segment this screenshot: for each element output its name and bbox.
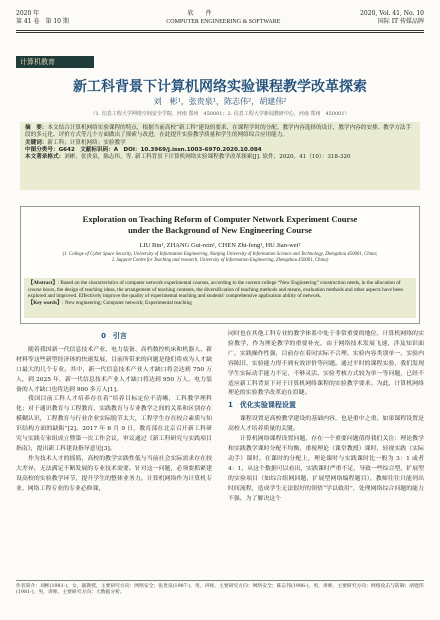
english-keywords-label: 【Key words】 (28, 299, 63, 306)
english-title-line2: under the Background of New Engineering Course (128, 225, 312, 235)
header-rule-thin (16, 32, 424, 33)
body-column-left (16, 330, 212, 495)
paragraph: 我国目前工科人才培养存在着“培养目标定位不清晰，工科教学理科化；对于通识教育与工程教育、实践教育与专业教学之间的关系和区别存在模糊认识，工程教育与行业企业实际脱节太大，工程学生存在较合素质与知识结构方面的缺陷”[2]。2017 年 6 月 9 日，教育部在北京召开新工科研究与实践专家组成立暨第一次工作会议，审议通过《新工科研究与实践项目指南》，提出新工科建设指导意见[3]。 (16, 396, 212, 452)
doi: DOI：10.3969/j.issn.1003-6970.2020.10.084 (123, 146, 262, 153)
english-title (30, 214, 410, 236)
body-column-right (228, 330, 424, 504)
paragraph: 课程设置是高校教学建设的基础内容，也是重中之重。如果课程设置是高校人才培养质量的关键。 (228, 416, 424, 433)
citation-text: 刘彬，张贵泉，陈志伟，等. 新工科背景下计算机网络实验课程教学改革探索[J]. 软件，2020，41（10）：318-320 (64, 154, 351, 161)
english-keywords-text: : New engineering; Computer network; Experimental teaching (62, 299, 192, 306)
header-brand: 国际 IT 传媒品牌 (377, 18, 424, 25)
english-abstract-label: 【Abstract】 (28, 280, 58, 286)
paragraph: 随着我国新一代信息技术产业、电力装备、高档数控机床和机器人、新材料等这些新型经济体的快速发展，目前所带来的问题是他们将成为人才缺口最大的几个专业。其中，新一代信息技术产业人才缺口将会达到 750 万人，到 2025 年，新一代信息技术产业人才缺口将达到 950 万人，电力装备的人才缺口也将达到 900 多万人[1]。 (16, 346, 212, 393)
author-affiliation: （1. 信息工程大学网络空间安全学院，河南 郑州 450001；2. 信息工程大学新闻教研中心，河南 郑州 450001） (90, 111, 350, 117)
english-affiliation-2: 2. Support Centre for Teaching and research, University of Information Engineering, Zhengzhou 450001, China) (111, 258, 329, 263)
header-volume: 2020, Vol. 41, No. 10 (360, 10, 424, 17)
english-abstract (24, 278, 416, 318)
journal-english-name: COMPUTER ENGINEERING & SOFTWARE (166, 19, 281, 25)
english-title-line1: Exploration on Teaching Reform of Computer Network Experiment Course (82, 214, 358, 224)
section-heading-1: 1 优化实验课程设置 (228, 401, 296, 410)
chinese-abstract (20, 122, 420, 190)
column-tag: 计算机教育 (16, 56, 94, 68)
paragraph: 作为技术人才的摇篮，高校的教学实践性低与当前社会实际需求存在较大差异，无法满足不断发展的专业技术需要。针对这一问题，必须要抓紧建设高校的实验教学环节，提升学生的整体业务力。计算机网络作为计算机专业、网络工程专业的专业必修课， (16, 455, 212, 492)
paragraph: 同时也在其他工科专业的教学体系中处于非常重要的地位。计算机网络的实验教学，作为理论教学的重要补充，由于网络技术发展飞速，涉及知识面广，实践操作性强，目前存在着同实际不合理、实验内容类别单一、实验内容陈旧、实验能力得不到有效评价等问题。通过平时的课程实验，我们发现学生实际动手能力不足，不够灵活、实验考核方式较为单一等问题，已经不适应新工科背景下对于计算机网络课程的实验教学要求。为此，计算机网络理论的实验教学改革迫在眉睫。 (228, 331, 424, 397)
citation-label: 本文著录格式： (25, 154, 65, 161)
article-title: 新工科背景下计算机网络实验课程教学改革探索 (73, 79, 367, 95)
keywords-label: 关键词： (25, 139, 48, 146)
abstract-label: 摘 要： (25, 125, 48, 131)
author-footnote: 作者简介：刘彬(1981-)，女，副教授，主要研究方向：网络安全；张贵泉(1987-)，男，讲师，主要研究方向：网络安全；陈志伟(1986-)，男，讲师，主要研究方向：网络攻击与防御；胡建伟(1981-)，男，讲师，主要研究方向：大数据分析。 (16, 580, 424, 596)
english-affiliation (36, 252, 404, 264)
journal-name: 软 件 (187, 11, 212, 17)
clc-number: 中图分类号：G642 (25, 146, 75, 153)
article-authors: 刘 彬¹，张贵泉¹，陈志伟²，胡建伟² (153, 97, 287, 106)
running-header (16, 10, 424, 26)
english-affiliation-1: (1. College of Cyber Space Security, University of Information Engineering, Nanjing University of Information Science and Technology, Zhengzhou 450001, China; (62, 252, 378, 257)
keywords-text: 新工科；计算机网络；实验教学 (47, 139, 126, 146)
document-code: 文献标识码：A (80, 146, 119, 153)
header-issue: 第 41 卷 第 10 期 (16, 18, 69, 25)
abstract-text: 本文结合计算机网络实验课程的特点，根据当前高校“新工科”建设的要求，在课程学时的分配、教学内容选择的设计，教学内容的安排、教学方法手段的多元化、评价方式等几个方面做出了探索与改进，在此提升实验教学质量和学生的网络综合应用能力。 (25, 125, 412, 139)
paragraph: 计算机网络课程设置问题，存在一个重要问题值得我们关注：理论教学和实践教学课时分配不均衡，重视理论（课堂教授）课时，轻视实践（实际动手）课时。在课时的分配上，理论课时与实践课时比一般为 3：1 或者 4：1，从这个数据可以看出，实践课时严重不足，导致一些综合型、扩展型的实验项目（如综合组网回题，扩展型网络编程题目），教师往往只能列出时间流程，造成学生无法很好的领悟“学以致用”，处理网络综合问题的能力不强。为了解决这个 (228, 436, 424, 502)
english-abstract-text: : Based on the characteristics of computer network experimental courses, according to the current college “New Engineering” construction needs, in the allocation of course hours, the design of teaching ideas, the arrangement of teaching contents, the diversification of teaching methods and means, evaluation methods and other aspects have been explored and improved. Effectively improve the quality of experimental teaching and students' comprehensive application ability of network. (28, 280, 403, 300)
english-authors: LIU Bin¹, ZHANG Gui-rein¹, CHEN Zhi-feng¹, HU Jian-wei² (139, 242, 301, 249)
section-heading-intro: 0 引言 (101, 332, 127, 340)
header-rule (16, 30, 424, 31)
header-year: 2020 年 (16, 10, 40, 17)
